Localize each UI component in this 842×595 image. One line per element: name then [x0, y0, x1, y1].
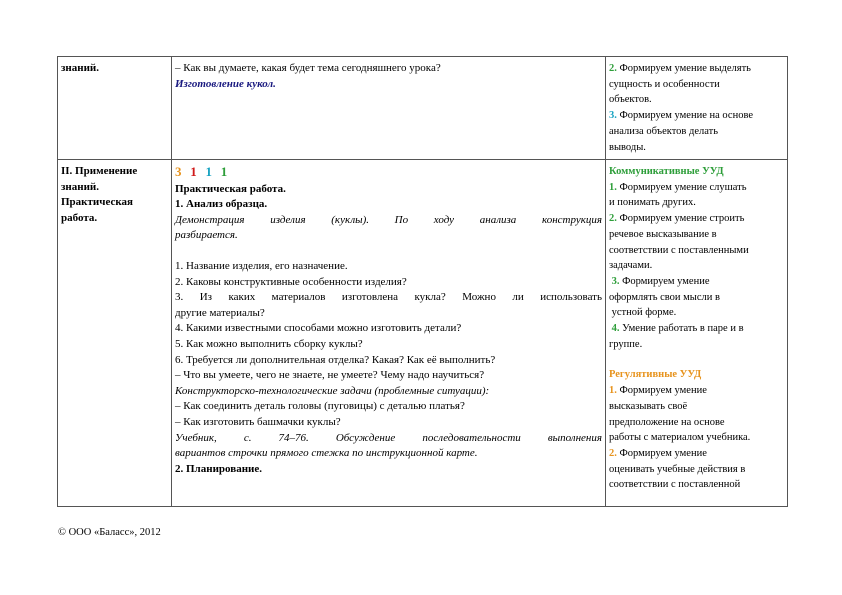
question-1: 1. Название изделия, его назначение.: [175, 259, 348, 272]
question-2: 2. Каковы конструктивные особенности изделия?: [175, 275, 407, 288]
question-9: – Как изготовить башмачки куклы?: [175, 415, 341, 428]
uud-cell: 2. Формируем умение выделять сущность и особенности объектов. 3. Формируем умение на основе анализа объектов делать выводы.: [606, 57, 788, 160]
stage-cell: [58, 57, 172, 160]
analysis-heading: 1. Анализ образца.: [175, 198, 268, 211]
stage-cell: II. Применение знаний. Практическая работа.: [58, 160, 172, 507]
copyright-footer: © ООО «Баласс», 2012: [58, 527, 161, 538]
lesson-topic: Изготовление кукол.: [175, 77, 276, 90]
question-6: 6. Требуется ли дополнительная отделка? Какая? Как её выполнить?: [175, 353, 496, 366]
textbook-ref: Учебник, с. 74–76. Обсуждение последовательности выполнения: [175, 431, 602, 444]
uud-item: 2. Формируем умение строить: [609, 213, 745, 225]
lesson-table: [57, 56, 788, 507]
uud-item: 3. Формируем умение на основе: [609, 110, 753, 122]
practical-heading: Практическая работа.: [175, 182, 286, 195]
activity-numbers: 3 1 1 1: [175, 164, 228, 179]
question-3: 3. Из каких материалов изготовлена кукла? Можно ли использовать: [175, 291, 602, 304]
question-4: 4. Какими известными способами можно изготовить детали?: [175, 322, 462, 335]
comm-uud-heading: Коммуникативные УУД: [609, 166, 724, 177]
question-text: – Как вы думаете, какая будет тема сегодняшнего урока?: [175, 62, 441, 74]
uud-item: 1. Формируем умение слушать: [609, 181, 747, 193]
stage-label: знаний.: [61, 62, 100, 74]
tasks-heading: Конструкторско-технологические задачи (проблемные ситуации):: [175, 384, 490, 397]
table-row: [58, 160, 788, 507]
uud-number: 3.: [609, 110, 617, 122]
uud-number: 2.: [609, 63, 617, 74]
question-7: – Что вы умеете, чего не знаете, не умеете? Чему надо научиться?: [175, 369, 485, 382]
question-8: – Как соединить деталь головы (пуговицы) с деталью платья?: [175, 400, 465, 413]
uud-item: 2. Формируем умение выделять: [609, 63, 751, 74]
content-cell: [172, 57, 606, 160]
question-5: 5. Как можно выполнить сборку куклы?: [175, 337, 363, 350]
reg-uud-heading: Регулятивные УУД: [609, 369, 702, 381]
uud-item: 1. Формируем умение: [609, 385, 707, 397]
content-cell: 3 1 1 1 Практическая работа. 1. Анализ образца. Демонстрация изделия (куклы). По ходу анализа конструкция разбирается. 1. Название изделия, его назначение. 2. Каковы конструктивные особенности изделия? 3. Из каких материалов изготовлена кукла? Можно ли использовать другие материалы? 4. Какими известными способами можно изготовить детали? 5. Как можно выполнить сборку куклы? 6. Требуется ли дополнительная отделка? Какая? Как её выполнить? – Что вы умеете, чего не знаете, не умеете? Чему надо научиться? Конструкторско-технологические задачи (проблемные ситуации): – Как соединить деталь головы (пуговицы) с деталью платья? – Как изготовить башмачки куклы? Учебник, с. 74–76. Обсуждение последовательности выполнения вариантов строчки прямого стежка по инструкционной карте. 2. Планирование.: [172, 160, 606, 507]
uud-item: 4. Умение работать в паре и в: [611, 323, 744, 335]
uud-item: 2. Формируем умение: [609, 447, 707, 459]
table-row: [58, 57, 788, 160]
planning-heading: 2. Планирование.: [175, 462, 262, 475]
uud-cell: Коммуникативные УУД 1. Формируем умение слушать и понимать других. 2. Формируем умение строить речевое высказывание в соответствии с поставленными задачами. 3. Формируем умение оформлять свои мысли в устной форме. 4. Умение работать в паре и в группе. Регулятивные УУД 1. Формируем умение высказывать своё предположение на основе работы с материалом учебника. 2. Формируем умение оценивать учебные действия в соответствии с поставленной: [606, 160, 788, 507]
uud-item: 3. Формируем умение: [611, 275, 710, 287]
